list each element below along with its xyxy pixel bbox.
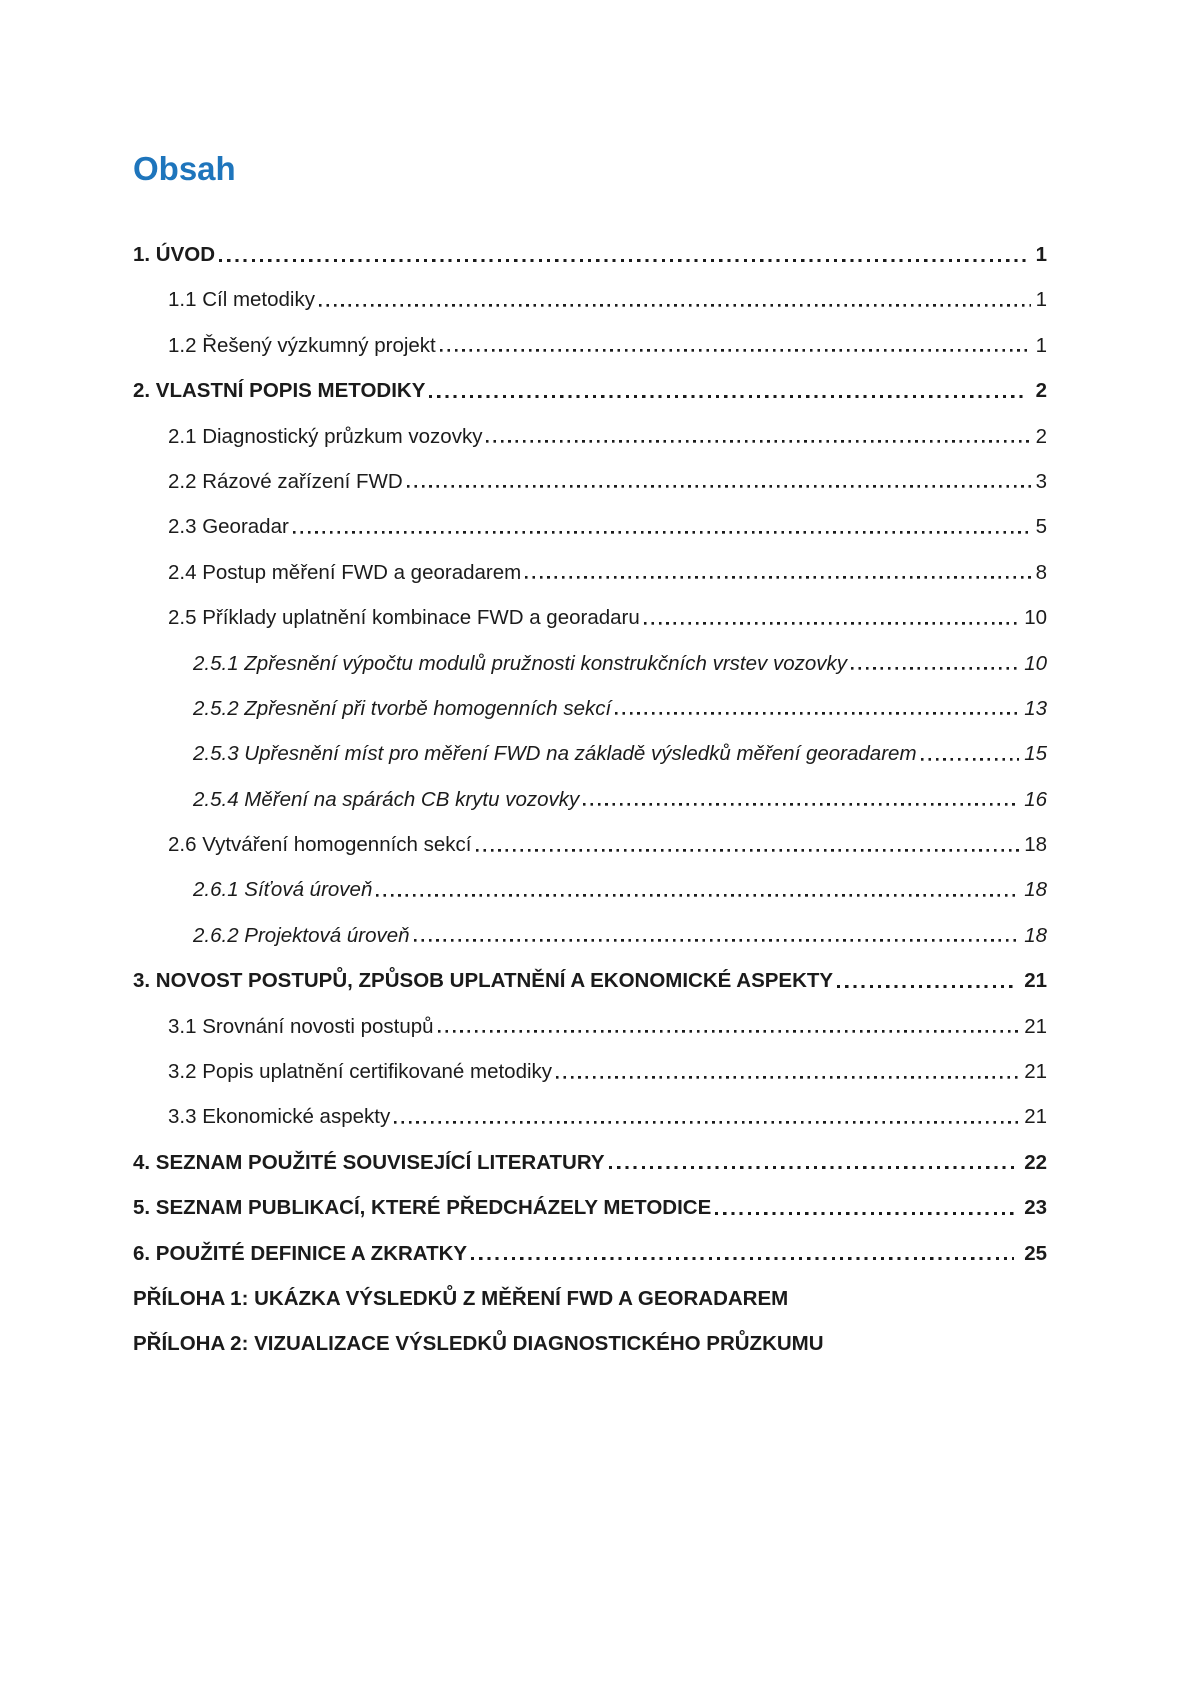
toc-entry-page: 21 <box>1024 1060 1047 1084</box>
toc-entry-page: 18 <box>1024 878 1047 902</box>
toc-entry-label: 1.2 Řešený výzkumný projekt <box>168 333 436 357</box>
toc-entry-page: 2 <box>1035 424 1047 448</box>
toc-entry-page: 5 <box>1035 515 1047 539</box>
toc-entry-label: 2.5.2 Zpřesnění při tvorbě homogenních sekcí <box>193 696 612 720</box>
toc-entry-page: 10 <box>1024 651 1047 675</box>
toc-entry-page: 13 <box>1024 696 1047 720</box>
toc-leader-dots <box>293 504 1031 549</box>
toc-leader-dots <box>609 1140 1015 1185</box>
toc-leader-dots <box>438 1004 1020 1049</box>
toc-entry <box>133 323 1047 368</box>
toc-entry <box>133 1276 1047 1321</box>
toc-entry <box>133 550 1047 595</box>
toc-entry-page: 2 <box>1035 379 1047 403</box>
toc-entry-label: 2.4 Postup měření FWD a georadarem <box>168 560 522 584</box>
toc-entry-label: 3.3 Ekonomické aspekty <box>168 1105 391 1129</box>
toc-entry <box>133 686 1047 731</box>
toc-leader-dots <box>440 323 1031 368</box>
toc-entry <box>133 731 1047 776</box>
toc-entry <box>133 1049 1047 1094</box>
toc-leader-dots <box>376 867 1019 912</box>
toc-entry <box>133 641 1047 686</box>
toc-entry <box>133 1185 1047 1230</box>
toc-entry-page: 21 <box>1024 969 1047 993</box>
toc-leader-dots <box>414 913 1020 958</box>
toc-entry <box>133 1321 1047 1366</box>
toc-entry-page: 25 <box>1024 1241 1047 1265</box>
toc-entry-label: 2.5 Příklady uplatnění kombinace FWD a georadaru <box>168 606 640 630</box>
toc-entry-label: 2.6 Vytváření homogenních sekcí <box>168 833 472 857</box>
toc-entry <box>133 867 1047 912</box>
toc-entry <box>133 368 1047 413</box>
toc-entry-page: 18 <box>1024 923 1047 947</box>
toc-entry-page: 1 <box>1035 288 1047 312</box>
toc-entry-page: 1 <box>1035 333 1047 357</box>
toc-entry-page: 10 <box>1024 606 1047 630</box>
toc-leader-dots <box>394 1094 1019 1139</box>
toc-entry-label: 3. NOVOST POSTUPŮ, ZPŮSOB UPLATNĚNÍ A EKONOMICKÉ ASPEKTY <box>133 969 834 993</box>
toc-entry <box>133 414 1047 459</box>
toc-entry-label: 1.1 Cíl metodiky <box>168 288 315 312</box>
toc-entry-label: 3.2 Popis uplatnění certifikované metodiky <box>168 1060 553 1084</box>
toc-leader-dots <box>615 686 1019 731</box>
toc-leader-dots <box>837 958 1014 1003</box>
toc-entry-label: 2. VLASTNÍ POPIS METODIKY <box>133 379 426 403</box>
toc-leader-dots <box>525 550 1030 595</box>
toc-entry-page: 15 <box>1024 742 1047 766</box>
toc-entry <box>133 595 1047 640</box>
toc-leader-dots <box>476 822 1020 867</box>
table-of-contents <box>133 232 1047 1367</box>
toc-entry-label: 3.1 Srovnání novosti postupů <box>168 1014 434 1038</box>
toc-leader-dots <box>851 641 1019 686</box>
toc-entry-label: 2.6.1 Síťová úroveň <box>193 878 373 902</box>
toc-entry <box>133 1094 1047 1139</box>
toc-entry-label: 2.1 Diagnostický průzkum vozovky <box>168 424 483 448</box>
toc-entry-label: 2.6.2 Projektová úroveň <box>193 923 410 947</box>
toc-entry <box>133 277 1047 322</box>
toc-entry <box>133 1231 1047 1276</box>
toc-leader-dots <box>828 1321 1037 1366</box>
toc-entry-page: 3 <box>1035 469 1047 493</box>
toc-entry-page: 16 <box>1024 787 1047 811</box>
toc-entry <box>133 822 1047 867</box>
toc-leader-dots <box>715 1185 1014 1230</box>
toc-entry-page: 21 <box>1024 1014 1047 1038</box>
toc-entry-page: 21 <box>1024 1105 1047 1129</box>
toc-entry-page: 8 <box>1035 560 1047 584</box>
toc-entry-page: 23 <box>1024 1196 1047 1220</box>
toc-leader-dots <box>792 1276 1037 1321</box>
toc-leader-dots <box>486 414 1030 459</box>
toc-entry <box>133 232 1047 277</box>
toc-entry-label: 2.5.4 Měření na spárách CB krytu vozovky <box>193 787 580 811</box>
toc-entry-label: 5. SEZNAM PUBLIKACÍ, KTERÉ PŘEDCHÁZELY METODICE <box>133 1196 712 1220</box>
toc-entry-label: 4. SEZNAM POUŽITÉ SOUVISEJÍCÍ LITERATURY <box>133 1150 605 1174</box>
toc-leader-dots <box>219 232 1026 277</box>
toc-leader-dots <box>429 368 1025 413</box>
toc-entry-page: 1 <box>1035 243 1047 266</box>
toc-entry-label: PŘÍLOHA 1: UKÁZKA VÝSLEDKŮ Z MĚŘENÍ FWD A GEORADAREM <box>133 1286 789 1310</box>
page-title: Obsah <box>133 150 236 187</box>
toc-entry <box>133 958 1047 1003</box>
toc-entry <box>133 777 1047 822</box>
toc-entry-page: 22 <box>1024 1150 1047 1174</box>
toc-entry <box>133 459 1047 504</box>
toc-leader-dots <box>319 277 1031 322</box>
toc-entry <box>133 504 1047 549</box>
toc-entry-page: 18 <box>1024 833 1047 857</box>
toc-leader-dots <box>644 595 1019 640</box>
toc-leader-dots <box>921 731 1020 776</box>
toc-leader-dots <box>583 777 1019 822</box>
toc-leader-dots <box>556 1049 1019 1094</box>
toc-entry-label: 1. ÚVOD <box>133 243 216 266</box>
toc-entry <box>133 1004 1047 1049</box>
toc-entry-label: 6. POUŽITÉ DEFINICE A ZKRATKY <box>133 1241 468 1265</box>
toc-entry-label: PŘÍLOHA 2: VIZUALIZACE VÝSLEDKŮ DIAGNOSTICKÉHO PRŮZKUMU <box>133 1332 824 1356</box>
toc-entry-label: 2.5.1 Zpřesnění výpočtu modulů pružnosti konstrukčních vrstev vozovky <box>193 651 848 675</box>
toc-entry <box>133 913 1047 958</box>
toc-entry <box>133 1140 1047 1185</box>
toc-entry-label: 2.5.3 Upřesnění míst pro měření FWD na základě výsledků měření georadarem <box>193 742 917 766</box>
toc-leader-dots <box>407 459 1031 504</box>
toc-entry-label: 2.3 Georadar <box>168 515 289 539</box>
toc-leader-dots <box>471 1231 1014 1276</box>
toc-entry-label: 2.2 Rázové zařízení FWD <box>168 469 403 493</box>
